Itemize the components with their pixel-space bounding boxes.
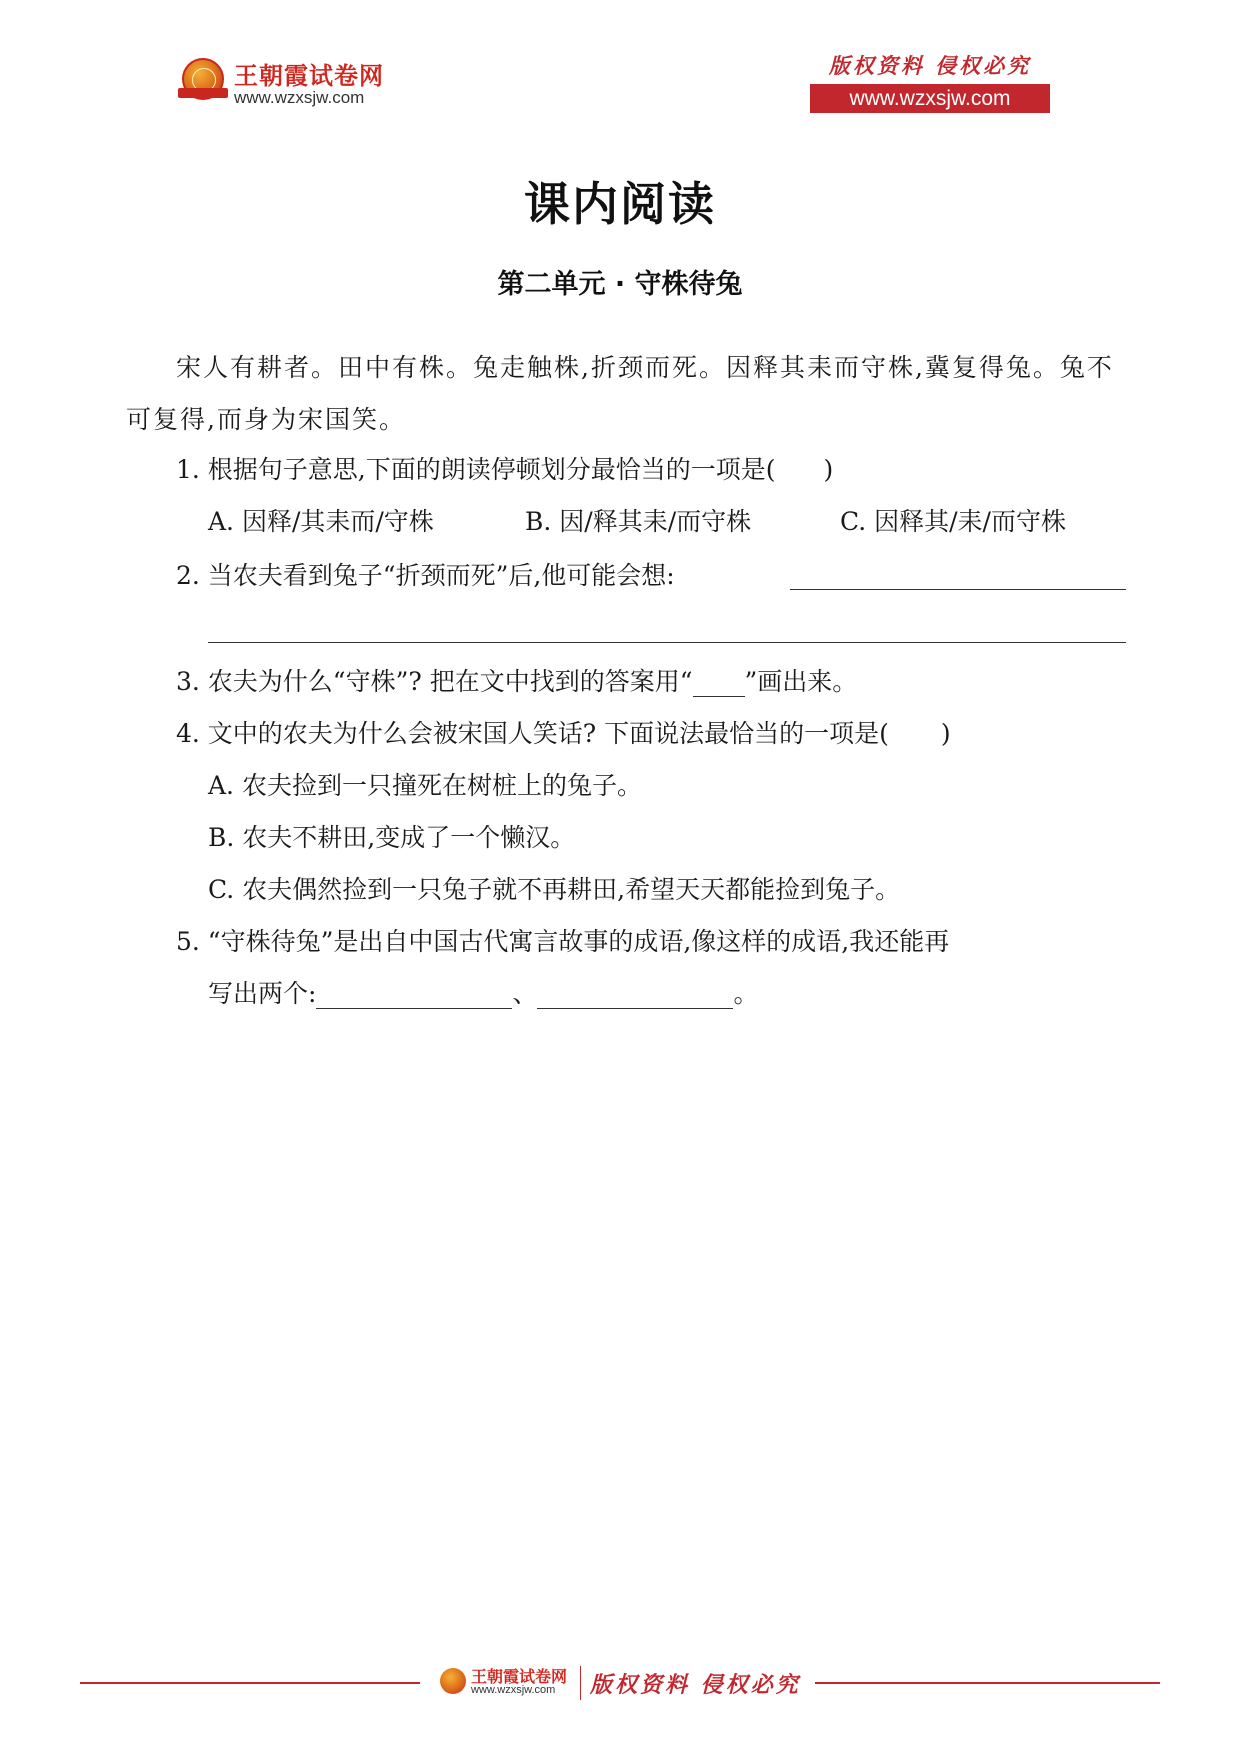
question-4-option-b: B. 农夫不耕田,变成了一个懒汉。 — [208, 823, 576, 852]
url-banner: www.wzxsjw.com — [810, 84, 1050, 113]
idiom-answer-blank-1[interactable] — [316, 979, 512, 1009]
question-2: 2. 当农夫看到兔子“折颈而死”后,他可能会想: — [176, 561, 675, 590]
question-1-text: 1. 根据句子意思,下面的朗读停顿划分最恰当的一项是( — [176, 455, 776, 484]
question-5-prefix: 写出两个: — [208, 979, 317, 1008]
question-1-option-b: B. 因/释其耒/而守株 — [525, 507, 752, 536]
idiom-answer-blank-2[interactable] — [537, 979, 733, 1009]
question-4-text: 4. 文中的农夫为什么会被宋国人笑话? 下面说法最恰当的一项是( — [176, 719, 889, 748]
copyright-notice: 版权资料 侵权必究 — [828, 53, 1032, 78]
footer-logo — [440, 1664, 580, 1700]
question-4-option-a: A. 农夫捡到一只撞死在树桩上的兔子。 — [208, 771, 642, 800]
question-1-option-c: C. 因释其/耒/而守株 — [840, 507, 1066, 536]
footer-logo-name: 王朝霞试卷网 — [471, 1667, 568, 1686]
question-3-text-end: ”画出来。 — [744, 667, 858, 696]
question-2-answer-line-2[interactable] — [208, 642, 1126, 643]
question-5-end: 。 — [733, 979, 759, 1008]
question-4-paren-close: ) — [940, 719, 951, 748]
question-4-option-c: C. 农夫偶然捡到一只兔子就不再耕田,希望天天都能捡到兔子。 — [208, 875, 901, 904]
question-5-separator: 、 — [512, 979, 538, 1008]
underline-sample — [693, 667, 745, 697]
page-title: 课内阅读 — [524, 177, 716, 231]
footer-rule-left — [80, 1682, 420, 1684]
question-3-text: 3. 农夫为什么“守株”? 把在文中找到的答案用“ — [176, 667, 693, 696]
footer-seal-icon — [440, 1668, 466, 1694]
footer-logo-url: www.wzxsjw.com — [471, 1684, 556, 1696]
question-1 — [176, 450, 833, 486]
question-3 — [176, 662, 857, 698]
reading-passage — [126, 342, 1126, 446]
header-logo — [182, 52, 422, 112]
question-2-answer-line-1[interactable] — [790, 589, 1126, 590]
logo-name: 王朝霞试卷网 — [234, 62, 384, 90]
footer-copyright: 版权资料 侵权必究 — [590, 1672, 801, 1698]
seal-ribbon — [178, 88, 228, 98]
footer-separator — [580, 1666, 581, 1700]
question-5-line-1: 5. “守株待兔”是出自中国古代寓言故事的成语,像这样的成语,我还能再 — [176, 927, 950, 956]
question-5-line-2 — [208, 974, 758, 1010]
logo-url: www.wzxsjw.com — [234, 88, 365, 107]
passage-text: 宋人有耕者。田中有株。兔走触株,折颈而死。因释其耒而守株,冀复得兔。兔不可复得,而身为宋国笑。 — [126, 353, 1114, 434]
question-1-paren-close: ) — [823, 455, 834, 484]
question-1-option-a: A. 因释/其耒而/守株 — [208, 507, 434, 536]
footer-rule-right — [815, 1682, 1160, 1684]
section-subtitle: 第二单元 · 守株待兔 — [497, 269, 743, 300]
header-copyright-block — [810, 50, 1050, 113]
question-4 — [176, 714, 951, 750]
